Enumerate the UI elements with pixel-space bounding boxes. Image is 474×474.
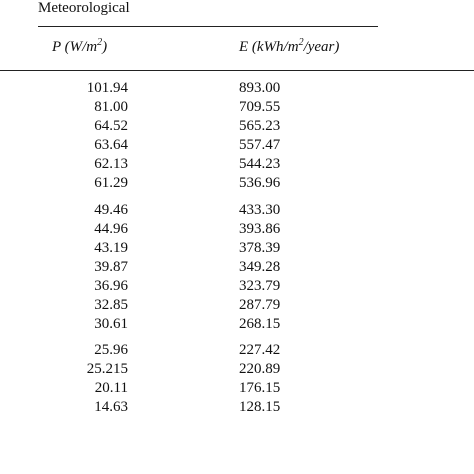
table-cell-p: 30.61 <box>94 316 128 332</box>
table-cell-p: 81.00 <box>94 99 128 115</box>
table-cell-e: 565.23 <box>239 118 281 134</box>
table-cell-e: 433.30 <box>239 202 281 218</box>
table-group-title: Meteorological <box>38 0 130 16</box>
table-cell-e: 393.86 <box>239 221 281 237</box>
column-header-e-tail: /year) <box>303 39 340 55</box>
table-header-rule <box>0 70 474 71</box>
table-top-rule <box>38 26 378 27</box>
table-cell-e: 536.96 <box>239 175 281 191</box>
table-cell-p: 32.85 <box>94 297 128 313</box>
table-cell-e: 378.39 <box>239 240 281 256</box>
table-cell-e: 220.89 <box>239 361 281 377</box>
column-header-p <box>52 36 107 58</box>
table-cell-e: 287.79 <box>239 297 281 313</box>
column-header-e <box>239 36 339 58</box>
table-cell-p: 25.215 <box>86 361 128 377</box>
column-header-p-main: P (W/m <box>52 39 98 55</box>
table-cell-e: 893.00 <box>239 80 281 96</box>
table-cell-p: 62.13 <box>94 156 128 172</box>
table-cell-e: 557.47 <box>239 137 281 153</box>
table-cell-p: 39.87 <box>94 259 128 275</box>
table-cell-p: 61.29 <box>94 175 128 191</box>
table-cell-p: 49.46 <box>94 202 128 218</box>
table-cell-p: 25.96 <box>94 342 128 358</box>
table-cell-p: 64.52 <box>94 118 128 134</box>
column-header-e-sup: 2 <box>298 37 304 48</box>
table-cell-p: 43.19 <box>94 240 128 256</box>
column-header-e-main: E (kWh/m <box>239 39 299 55</box>
table-cell-e: 268.15 <box>239 316 281 332</box>
table-cell-e: 227.42 <box>239 342 281 358</box>
table-cell-p: 20.11 <box>94 380 128 396</box>
table-cell-p: 44.96 <box>94 221 128 237</box>
table-cell-p: 14.63 <box>94 399 128 415</box>
table-cell-e: 176.15 <box>239 380 281 396</box>
table-cell-p: 101.94 <box>86 80 128 96</box>
table-cell-e: 544.23 <box>239 156 281 172</box>
table-cell-e: 349.28 <box>239 259 281 275</box>
table-cell-p: 36.96 <box>94 278 128 294</box>
column-header-p-sup: 2 <box>97 37 103 48</box>
table-cell-e: 323.79 <box>239 278 281 294</box>
table-cell-e: 128.15 <box>239 399 281 415</box>
table-cell-e: 709.55 <box>239 99 281 115</box>
table-cell-p: 63.64 <box>94 137 128 153</box>
column-header-p-tail: ) <box>102 39 108 55</box>
